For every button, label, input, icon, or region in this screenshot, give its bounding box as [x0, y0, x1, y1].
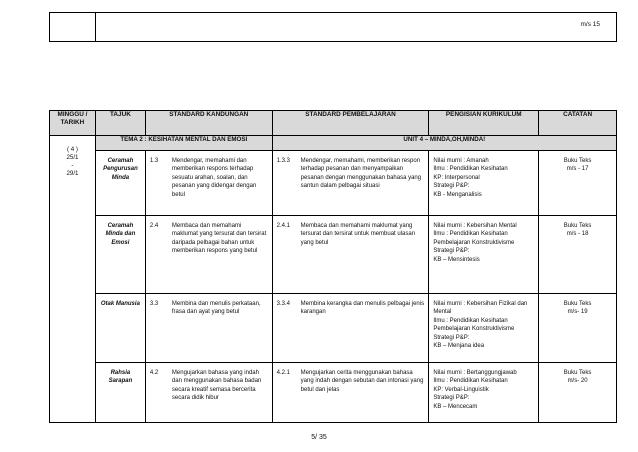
sp-number: 2.4.1 — [276, 223, 291, 229]
sk-number: 4.2 — [149, 370, 159, 376]
header-standard-pembelajaran: STANDARD PEMBELAJARAN — [272, 111, 429, 136]
catatan-cell — [539, 363, 617, 423]
pk-line: KB – Menjana idea — [433, 343, 485, 350]
sp-number: 1.3.3 — [276, 158, 291, 164]
catatan-page: m/s- 19 — [567, 309, 588, 316]
header-catatan: CATATAN — [539, 111, 617, 136]
sk-number: 2.4 — [149, 223, 159, 229]
pk-line: KB – Mensintesis — [433, 256, 480, 263]
sp-text: Mendengar, memahami, memberikan respon terhadap pesanan dan menyampaikan pesanan dengan menggunakan bahasa yang santun dalam pelbagai situasi — [300, 158, 422, 190]
pk-line: KB – Mencecam — [433, 403, 478, 410]
pk-line: Nilai murni : Kebersihan Mental — [433, 223, 517, 229]
sk-cell — [145, 294, 272, 363]
table-row — [50, 363, 617, 423]
sp-number: 3.3.4 — [276, 301, 291, 307]
sk-text: Membaca dan memahami maklumat yang tersurat dan tersirat daripada pelbagai bahan untuk memberikan respons yang betul — [171, 223, 267, 255]
sk-number: 1.3 — [149, 158, 159, 164]
catatan-page: m/s- 20 — [567, 378, 588, 385]
pk-line: Nilai murni : Kebersihan Fizikal dan Mental — [433, 301, 528, 316]
page-number: 5/ 35 — [311, 434, 327, 441]
week-end-date: 29/1 — [66, 170, 79, 177]
pk-cell — [429, 151, 539, 216]
theme-title: TEMA 2 : KESIHATAN MENTAL DAN EMOSI — [95, 136, 272, 151]
header-row — [50, 111, 617, 136]
pk-line: Ilmu : Pendidikan Kesihatan — [433, 166, 508, 173]
catatan-page: m/s - 17 — [566, 166, 589, 173]
pk-line: Ilmu : Pendidikan Kesihatan — [433, 378, 508, 385]
tajuk-cell: Ceramah Minda dan Emosi — [95, 216, 145, 294]
remnant-page-ref: m/s 15 — [580, 21, 600, 28]
sk-text: Mendengar, memahami dan memberikan respons terhadap sesuatu arahan, soalan, dan pesanan yang didengar dengan betul — [171, 158, 257, 198]
pk-line: Ilmu : Pendidikan Kesihatan — [433, 231, 508, 238]
sp-text: Membina kerangka dan menulis pelbagai jenis karangan — [300, 301, 425, 316]
sk-number: 3.3 — [149, 301, 159, 307]
pk-line: Nilai murni : Amanah — [433, 158, 489, 164]
sk-cell — [145, 151, 272, 216]
pk-cell — [429, 216, 539, 294]
catatan-book: Buku Teks — [563, 223, 592, 229]
week-number: ( 4 ) — [66, 146, 78, 153]
lesson-plan-table — [49, 110, 617, 423]
week-start-date: 25/1 — [66, 154, 79, 161]
sk-cell — [145, 216, 272, 294]
tajuk-cell: Rahsia Sarapan — [95, 363, 145, 423]
catatan-cell — [539, 151, 617, 216]
sp-text: Membaca dan memahami maklumat yang tersurat dan tersirat untuk membuat ulasan yang betul — [300, 223, 416, 246]
previous-table-remnant — [49, 12, 617, 42]
table-row — [50, 151, 617, 216]
catatan-book: Buku Teks — [563, 158, 592, 164]
table-row — [50, 294, 617, 363]
pk-line: Strategi P&P: — [433, 395, 470, 402]
catatan-book: Buku Teks — [563, 301, 592, 307]
pk-line: KB - Menganalisis — [433, 191, 482, 198]
tajuk-cell: Ceramah Pengurusan Minda — [95, 151, 145, 216]
pk-line: Pembelajaran Konstruktivisme — [433, 239, 515, 246]
catatan-page: m/s - 18 — [566, 231, 589, 238]
pk-line: Strategi P&P: — [433, 248, 470, 255]
sp-cell — [272, 216, 429, 294]
theme-row — [50, 136, 617, 151]
pk-cell — [429, 294, 539, 363]
remnant-first-column — [50, 13, 96, 41]
sp-cell — [272, 363, 429, 423]
pk-line: Strategi P&P: — [433, 334, 470, 341]
sk-text: Membina dan menulis perkataan, frasa dan ayat yang betul — [171, 301, 261, 316]
sp-cell — [272, 151, 429, 216]
header-standard-kandungan: STANDARD KANDUNGAN — [145, 111, 272, 136]
catatan-cell — [539, 216, 617, 294]
unit-title: UNIT 4 – MINDA,OH,MINDA! — [272, 136, 616, 151]
pk-line: Ilmu : Pendidikan Kesihatan — [433, 317, 508, 324]
pk-line: Nilai murni : Bertanggungjawab — [433, 370, 517, 376]
pk-line: KP: Verbal-Linguistik — [433, 386, 489, 393]
sk-cell — [145, 363, 272, 423]
sp-text: Mengujarkan cerita menggunakan bahasa yang indah dengan sebutan dan intonasi yang betul dan jelas — [300, 370, 424, 393]
sp-number: 4.2.1 — [276, 370, 291, 376]
pk-line: Pembelajaran Konstruktivisme — [433, 326, 515, 333]
header-minggu: MINGGU / TARIKH — [50, 111, 96, 136]
header-tajuk: TAJUK — [95, 111, 145, 136]
week-dash: - — [71, 162, 74, 169]
sk-text: Mengujarkan bahasa yang indah dan menggunakan bahasa badan secara kreatif semasa bercerita secara didik hibur — [171, 370, 262, 402]
table-row — [50, 216, 617, 294]
week-cell — [50, 136, 96, 423]
pk-cell — [429, 363, 539, 423]
tajuk-cell: Otak Manusia — [95, 294, 145, 363]
pk-line: KP: Interpersonal — [433, 174, 480, 181]
pk-line: Strategi P&P: — [433, 183, 470, 190]
catatan-book: Buku Teks — [563, 370, 592, 376]
catatan-cell — [539, 294, 617, 363]
sp-cell — [272, 294, 429, 363]
header-pengisian-kurikulum: PENGISIAN KURIKULUM — [429, 111, 539, 136]
